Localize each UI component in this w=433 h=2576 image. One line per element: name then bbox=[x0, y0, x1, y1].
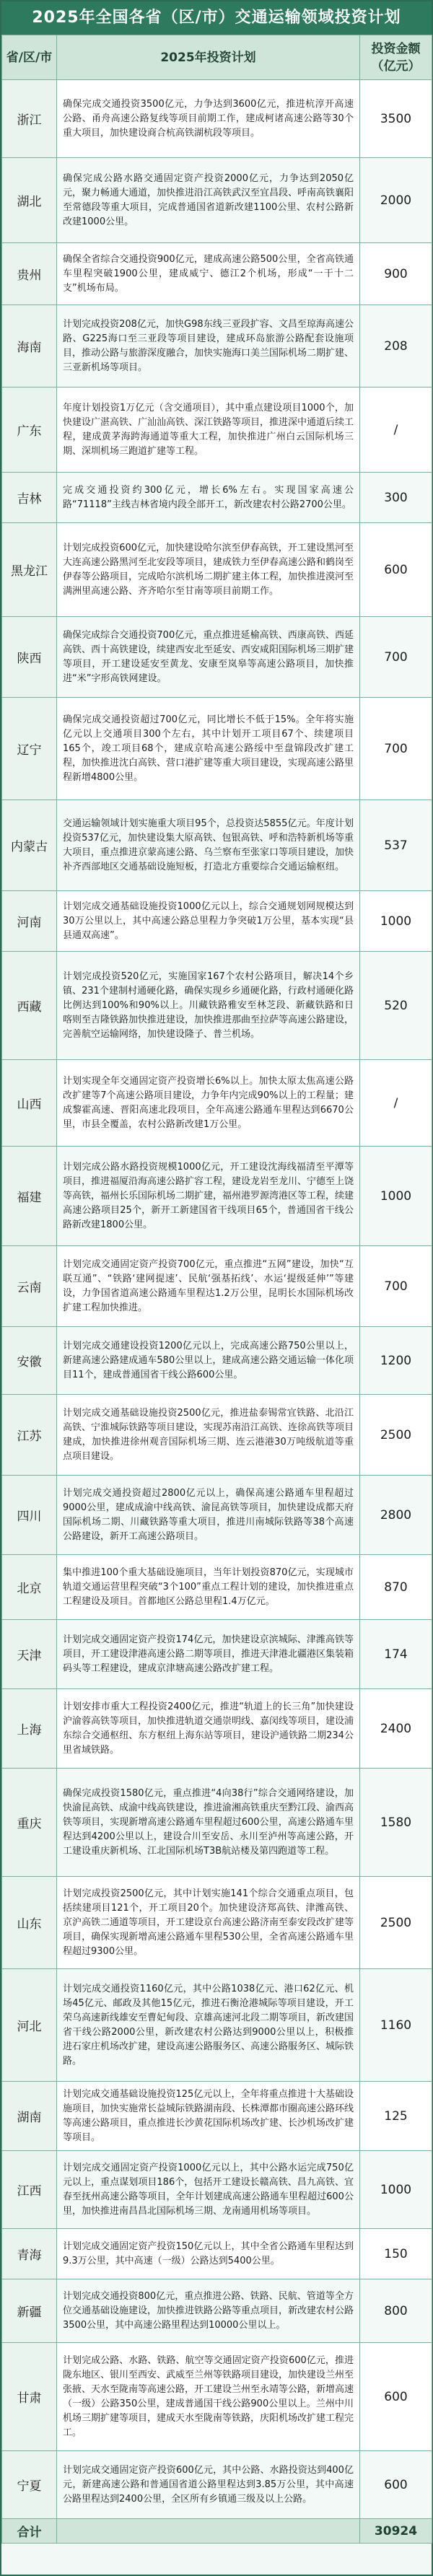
table-row bbox=[2, 1395, 432, 1476]
plan-cell: 计划完成交通固定资产投资700亿元，重点推进“五网”建设，加快“互联互通”、“铁路‘建网提速’、民航‘强基拓线’、水运‘提级延伸’”等建设，力争国省道高速公路通车里程达1.2万公里，昆明长水国际机场改扩建工程加快推进。 bbox=[57, 1246, 360, 1327]
plan-cell: 计划完成公路、水路、铁路、航空等交通固定资产投资600亿元，推进陇东地区、银川至西安、武威至兰州等铁路项目建设，加快建设兰州至张掖、天水至陇南等高速公路，开工建设兰州至永靖等公路，新增高速（一级）公路350公里，建成普通国干线公路900公里以上。兰州中川机场三期扩建等项目，建成天水至陇南等铁路，庆阳机场改扩建工程完工。 bbox=[57, 2343, 360, 2451]
plan-cell: 计划完成公路水路投资规模1000亿元，开工建设沈海线福清至平潭等项目，推进福厦沿海高速公路扩容工程，建设龙岩至龙川、宁德至上饶等高铁，福州长乐国际机场二期扩建，福州港罗源湾港区等工程，续建高速公路项目25个，新开工新建国省干线项目65个，普通国省干线公路新改建1800公里。 bbox=[57, 1147, 360, 1246]
table-row bbox=[2, 1327, 432, 1395]
plan-cell: 确保全省综合交通投资900亿元，建成高速公路500公里，全省高铁通车里程突破1900公里，建成威宁、德江2个机场，形成“一干十二支”机场布局。 bbox=[57, 243, 360, 305]
table-row bbox=[2, 2343, 432, 2451]
plan-cell: 完成交通投资约300亿元，增长6%左右。实现国家高速公路“71118”主线吉林省境内段全部开工，新改建农村公路2700公里。 bbox=[57, 473, 360, 523]
plan-cell: 计划完成交通基础设施投资2500亿元，推进盐泰锡常宜铁路、北沿江高铁、宁淮城际铁路等项目建设，实现苏南沿江高铁、连徐高铁等项目建成，加快推进徐州观音国际机场三期、连云港港30万吨级航道等重点项目建设。 bbox=[57, 1395, 360, 1476]
province-cell: 青海 bbox=[2, 2229, 57, 2279]
page-title: 2025年全国各省（区/市）交通运输领域投资计划 bbox=[1, 1, 432, 35]
table-row bbox=[2, 1476, 432, 1555]
plan-cell: 确保完成投资1580亿元，重点推进“4向38行”综合交通网络建设，加快渝昆高铁、成渝中线高铁建设，推进渝湘高铁重庆至黔江段、渝西高铁等项目，实现新增高速公路通车里程超过600公里，高速公路通车里程达到4200公里以上，建设合川至安岳、永川至泸州等高速公路，开工建设重庆新机场、江北国际机场T3B航站楼及第四跑道等工程。 bbox=[57, 1769, 360, 1877]
table-row bbox=[2, 1246, 432, 1327]
table-row bbox=[2, 1689, 432, 1769]
table-row bbox=[2, 2151, 432, 2229]
amount-cell: 2500 bbox=[360, 1877, 432, 1969]
amount-cell: 870 bbox=[360, 1555, 432, 1620]
amount-cell: / bbox=[360, 387, 432, 473]
amount-cell: 520 bbox=[360, 952, 432, 1060]
plan-cell: 确保完成交通投资3500亿元，力争达到3600亿元，推进杭淳开高速公路、甬舟高速公路复线等项目前期工作，建成柯诸高速公路等30个重大项目，加快建设商合杭高铁湖杭段等项目。 bbox=[57, 80, 360, 158]
investment-table bbox=[1, 35, 432, 2544]
province-cell: 北京 bbox=[2, 1555, 57, 1620]
plan-cell: 年度计划投资1万亿元（含交通项目），其中重点建设项目1000个，加快建设广湛高铁、广汕汕高铁、深江铁路等项目，推进深中通道后续工程，建成黄茅海跨海通道等重大工程，加快推进广州白云国际机场三期、深圳机场三跑道扩建等工程。 bbox=[57, 387, 360, 473]
amount-cell: 2500 bbox=[360, 1395, 432, 1476]
amount-cell: 2800 bbox=[360, 1476, 432, 1555]
amount-cell: 150 bbox=[360, 2229, 432, 2279]
plan-cell: 交通运输领域计划实施重大项目95个，总投资达5855亿元。年度计划投资537亿元，加快建设集大原高铁、包银高铁、呼和浩特新机场等重大项目，重点推进京蒙高速公路、乌兰察布至张家口等项目建设，加快补齐西部地区交通基础设施短板，打造北方重要综合交通运输枢纽。 bbox=[57, 800, 360, 891]
province-cell: 河南 bbox=[2, 891, 57, 952]
plan-cell: 计划完成交通固定资产投资1000亿元以上，其中公路水运完成750亿元以上，重点谋划项目186个，包括开工建设长赣高铁、昌九高铁、宜春至抚州高速公路等项目，全年计划建成高速公路通车里程超过600公里，加快推进南昌昌北国际机场三期、龙南通用机场等项目。 bbox=[57, 2151, 360, 2229]
province-cell: 河北 bbox=[2, 1969, 57, 2082]
plan-cell: 计划完成投资2500亿元，其中计划实施141个综合交通重点项目，包括续建项目121个，开工项目20个。加快建设济郑高铁、津潍高铁、京沪高铁二通道等项目，开工建设京台高速公路济南至泰安段改扩建等项目，确保实现新增高速公路通车里程530公里，全省高速公路通车里程超过9300公里。 bbox=[57, 1877, 360, 1969]
province-cell: 福建 bbox=[2, 1147, 57, 1246]
table-row bbox=[2, 2229, 432, 2279]
province-cell: 江苏 bbox=[2, 1395, 57, 1476]
total-label: 合计 bbox=[2, 2519, 57, 2544]
column-header-province: 省/区/市 bbox=[2, 35, 57, 80]
province-cell: 江西 bbox=[2, 2151, 57, 2229]
amount-cell: 174 bbox=[360, 1620, 432, 1689]
plan-cell: 计划完成交通固定资产投资174亿元，加快建设京滨城际、津潍高铁等项目，开工建设津港高速公路二期等项目，推进天津港北疆港区集装箱码头等工程建设，建成京津塘高速公路改扩建工程。 bbox=[57, 1620, 360, 1689]
province-cell: 广东 bbox=[2, 387, 57, 473]
amount-cell: 3500 bbox=[360, 80, 432, 158]
amount-cell: 1000 bbox=[360, 2151, 432, 2229]
province-cell: 海南 bbox=[2, 305, 57, 387]
column-header-plan: 2025年投资计划 bbox=[57, 35, 360, 80]
table-row bbox=[2, 387, 432, 473]
province-cell: 湖南 bbox=[2, 2082, 57, 2151]
province-cell: 甘肃 bbox=[2, 2343, 57, 2451]
table-row bbox=[2, 1620, 432, 1689]
province-cell: 西藏 bbox=[2, 952, 57, 1060]
plan-cell: 计划完成交通基础设施投资125亿元以上，全年将重点推进十大基础设施项目，加快实施常长益城际铁路湖南段、长株潭都市圈高速公路环线等高速公路项目，重点推进长沙黄花国际机场改扩建、长沙机场改扩建等项目。 bbox=[57, 2082, 360, 2151]
amount-cell: 1200 bbox=[360, 1327, 432, 1395]
amount-cell: 208 bbox=[360, 305, 432, 387]
table-row bbox=[2, 523, 432, 617]
province-cell: 湖北 bbox=[2, 158, 57, 243]
amount-cell: 125 bbox=[360, 2082, 432, 2151]
province-cell: 上海 bbox=[2, 1689, 57, 1769]
amount-cell: 600 bbox=[360, 2451, 432, 2519]
amount-cell: 300 bbox=[360, 473, 432, 523]
table-row bbox=[2, 2279, 432, 2343]
province-cell: 安徽 bbox=[2, 1327, 57, 1395]
province-cell: 四川 bbox=[2, 1476, 57, 1555]
amount-cell: 2000 bbox=[360, 158, 432, 243]
plan-cell: 计划完成投资600亿元，加快建设哈尔滨至伊春高铁，开工建设黑河至大连高速公路黑河至北安段等项目，建成铁力至伊春高速公路和鹤岗至伊春等公路项目，完成哈尔滨机场二期扩建主体工程，加快推进漠河至满洲里高速公路、齐齐哈尔至甘南等项目前期工作。 bbox=[57, 523, 360, 617]
plan-cell: 计划安排市重大工程投资2400亿元，推进“轨道上的长三角”加快建设沪渝蓉高铁等项目，加快推进轨道交通崇明线、嘉闵线等项目，建设浦东综合交通枢纽、东方枢纽上海东站等项目，建设沪通铁路二期234公里省域铁路。 bbox=[57, 1689, 360, 1769]
plan-cell: 计划完成交通固定资产投资600亿元，其中公路、水路投资达到400亿元，新建高速公路和普通国省道公路里程达到3.85万公里，其中高速公路里程达到2400公里，全区所有乡镇通三级及以上公路。 bbox=[57, 2451, 360, 2519]
table-row bbox=[2, 891, 432, 952]
amount-cell: 700 bbox=[360, 617, 432, 698]
amount-cell: 1000 bbox=[360, 1147, 432, 1246]
table-header-row bbox=[2, 35, 432, 80]
plan-cell: 计划完成投资520亿元，实施国家167个农村公路项目，解决14个乡镇、231个建制村通硬化路，确保实现乡乡通硬化路，行政村通硬化路比例达到100%和90%以上。川藏铁路雅安至林芝段、新藏铁路和日喀则至吉隆铁路加快推进建设，加快推进那曲至拉萨等高速公路建设，完善航空运输网络，加快建设隆子、普兰机场。 bbox=[57, 952, 360, 1060]
table-row bbox=[2, 158, 432, 243]
table-row bbox=[2, 800, 432, 891]
table-row bbox=[2, 80, 432, 158]
amount-cell: 1000 bbox=[360, 891, 432, 952]
table-row bbox=[2, 1769, 432, 1877]
province-cell: 黑龙江 bbox=[2, 523, 57, 617]
province-cell: 内蒙古 bbox=[2, 800, 57, 891]
province-cell: 云南 bbox=[2, 1246, 57, 1327]
table-row bbox=[2, 952, 432, 1060]
amount-cell: 600 bbox=[360, 523, 432, 617]
amount-cell: 1580 bbox=[360, 1769, 432, 1877]
plan-cell: 集中推进100个重大基础设施项目，当年计划投资870亿元，实现城市轨道交通运营里程突破“3个100”重点工程计划的建设，加快推进重点工程建设及项目。首都地区公路总里程1.4万亿元。 bbox=[57, 1555, 360, 1620]
province-cell: 新疆 bbox=[2, 2279, 57, 2343]
plan-cell: 计划完成交通投资超过2800亿元以上，确保高速公路通车里程超过9000公里，建成成渝中线高铁、渝昆高铁等项目，加快建设成都天府国际机场二期、川藏铁路等重大项目，推进川南城际铁路等38个高速公路建设，新开工高速公路项目。 bbox=[57, 1476, 360, 1555]
table-row bbox=[2, 617, 432, 698]
amount-cell: 900 bbox=[360, 243, 432, 305]
amount-cell: 537 bbox=[360, 800, 432, 891]
table-row bbox=[2, 1060, 432, 1147]
table-row bbox=[2, 698, 432, 800]
plan-cell: 计划完成交通投资800亿元，重点推进公路、铁路、民航、管道等全方位交通基础设施建设，加快推进铁路公路等重点项目，新改建农村公路3500公里，其中高速公路里程达到10000公里以上。 bbox=[57, 2279, 360, 2343]
amount-cell: 700 bbox=[360, 1246, 432, 1327]
plan-cell: 计划完成交通固定资产投资150亿元以上，其中全省公路通车里程达到9.3万公里，其中高速（一级）公路达到5400公里。 bbox=[57, 2229, 360, 2279]
province-cell: 天津 bbox=[2, 1620, 57, 1689]
province-cell: 陕西 bbox=[2, 617, 57, 698]
table-row bbox=[2, 305, 432, 387]
plan-cell: 确保完成综合交通投资700亿元，重点推进延榆高铁、西康高铁、西延高铁、西十高铁建设，续建西安北至延安、西安咸阳国际机场三期扩建等项目，开工建设延安至黄龙、安康至岚皋等高速公路项目，加快推进“米”字形高铁网建设。 bbox=[57, 617, 360, 698]
province-cell: 贵州 bbox=[2, 243, 57, 305]
amount-cell: 800 bbox=[360, 2279, 432, 2343]
total-empty-cell bbox=[57, 2519, 360, 2544]
table-row bbox=[2, 473, 432, 523]
table-row bbox=[2, 243, 432, 305]
plan-cell: 确保完成公路水路交通固定资产投资2000亿元，力争达到2050亿元，聚力畅通大通道，加快推进沿江高铁武汉至宜昌段、呼南高铁襄阳至常德段等重大项目，完成普通国省道新改建1100公里、农村公路新改建1000公里。 bbox=[57, 158, 360, 243]
amount-cell: 600 bbox=[360, 2343, 432, 2451]
province-cell: 宁夏 bbox=[2, 2451, 57, 2519]
table-row bbox=[2, 1147, 432, 1246]
table-row bbox=[2, 1877, 432, 1969]
plan-cell: 计划完成交通建设投资1200亿元以上，完成高速公路750公里以上，新建高速公路建成通车580公里以上，建成高速公路交通运输一体化项目11个，建成普通国省干线公路600公里。 bbox=[57, 1327, 360, 1395]
province-cell: 吉林 bbox=[2, 473, 57, 523]
plan-cell: 计划完成交通投资1160亿元，其中公路1038亿元、港口62亿元、机场45亿元、邮政及其他15亿元，推进石衡沧港城际等项目建设，开工荣乌高速新线雄安至曹妃甸段、京雄高速河北段二期等项目，新改建国省干线公路2000公里，新改建农村公路达到9000公里以上，积极推进石家庄机场改扩建，建设高速公路服务区、高速公路服务区、城际铁路。 bbox=[57, 1969, 360, 2082]
plan-cell: 确保完成交通投资超过700亿元，同比增长不低于15%。全年将实施亿元以上交通项目300个左右，其中计划开工项目67个、续建项目165个，竣工项目68个，建成京哈高速公路绥中至盘锦段改扩建工程，加快推进沈白高铁、营口港扩建等重大项目建设，实现高速公路里程新增4800公里。 bbox=[57, 698, 360, 800]
province-cell: 山西 bbox=[2, 1060, 57, 1147]
province-cell: 浙江 bbox=[2, 80, 57, 158]
province-cell: 辽宁 bbox=[2, 698, 57, 800]
plan-cell: 计划完成交通基础设施投资1000亿元以上，综合交通规划网规模达到30万公里以上，其中高速公路总里程力争突破1万公里，基本实现“县县通双高速”。 bbox=[57, 891, 360, 952]
plan-cell: 计划实现全年交通固定资产投资增长6%以上。加快太原太焦高速公路改扩建等7个高速公路项目建设，力争年内完成90%以上的工程量；建成黎霍高速、晋阳高速北段项目，全年高速公路通车里程达到6670公里，市县全覆盖，农村公路新改建1万公里。 bbox=[57, 1060, 360, 1147]
amount-cell: 700 bbox=[360, 698, 432, 800]
amount-cell: 1160 bbox=[360, 1969, 432, 2082]
table-row bbox=[2, 2082, 432, 2151]
column-header-amount: 投资金额（亿元） bbox=[360, 35, 432, 80]
amount-cell: 2400 bbox=[360, 1689, 432, 1769]
amount-cell: / bbox=[360, 1060, 432, 1147]
table-row bbox=[2, 1555, 432, 1620]
total-amount: 30924 bbox=[360, 2519, 432, 2544]
province-cell: 山东 bbox=[2, 1877, 57, 1969]
table-row bbox=[2, 1969, 432, 2082]
table-row bbox=[2, 2451, 432, 2519]
table-total-row bbox=[2, 2519, 432, 2544]
plan-cell: 计划完成投资208亿元，加快G98东线三亚段扩容、文昌至琼海高速公路、G225海口至三亚段等项目建设，建成环岛旅游公路配套设施项目，推动公路与旅游深度融合，加快实施海口美兰国际机场二期扩建、三亚新机场等项目。 bbox=[57, 305, 360, 387]
province-cell: 重庆 bbox=[2, 1769, 57, 1877]
